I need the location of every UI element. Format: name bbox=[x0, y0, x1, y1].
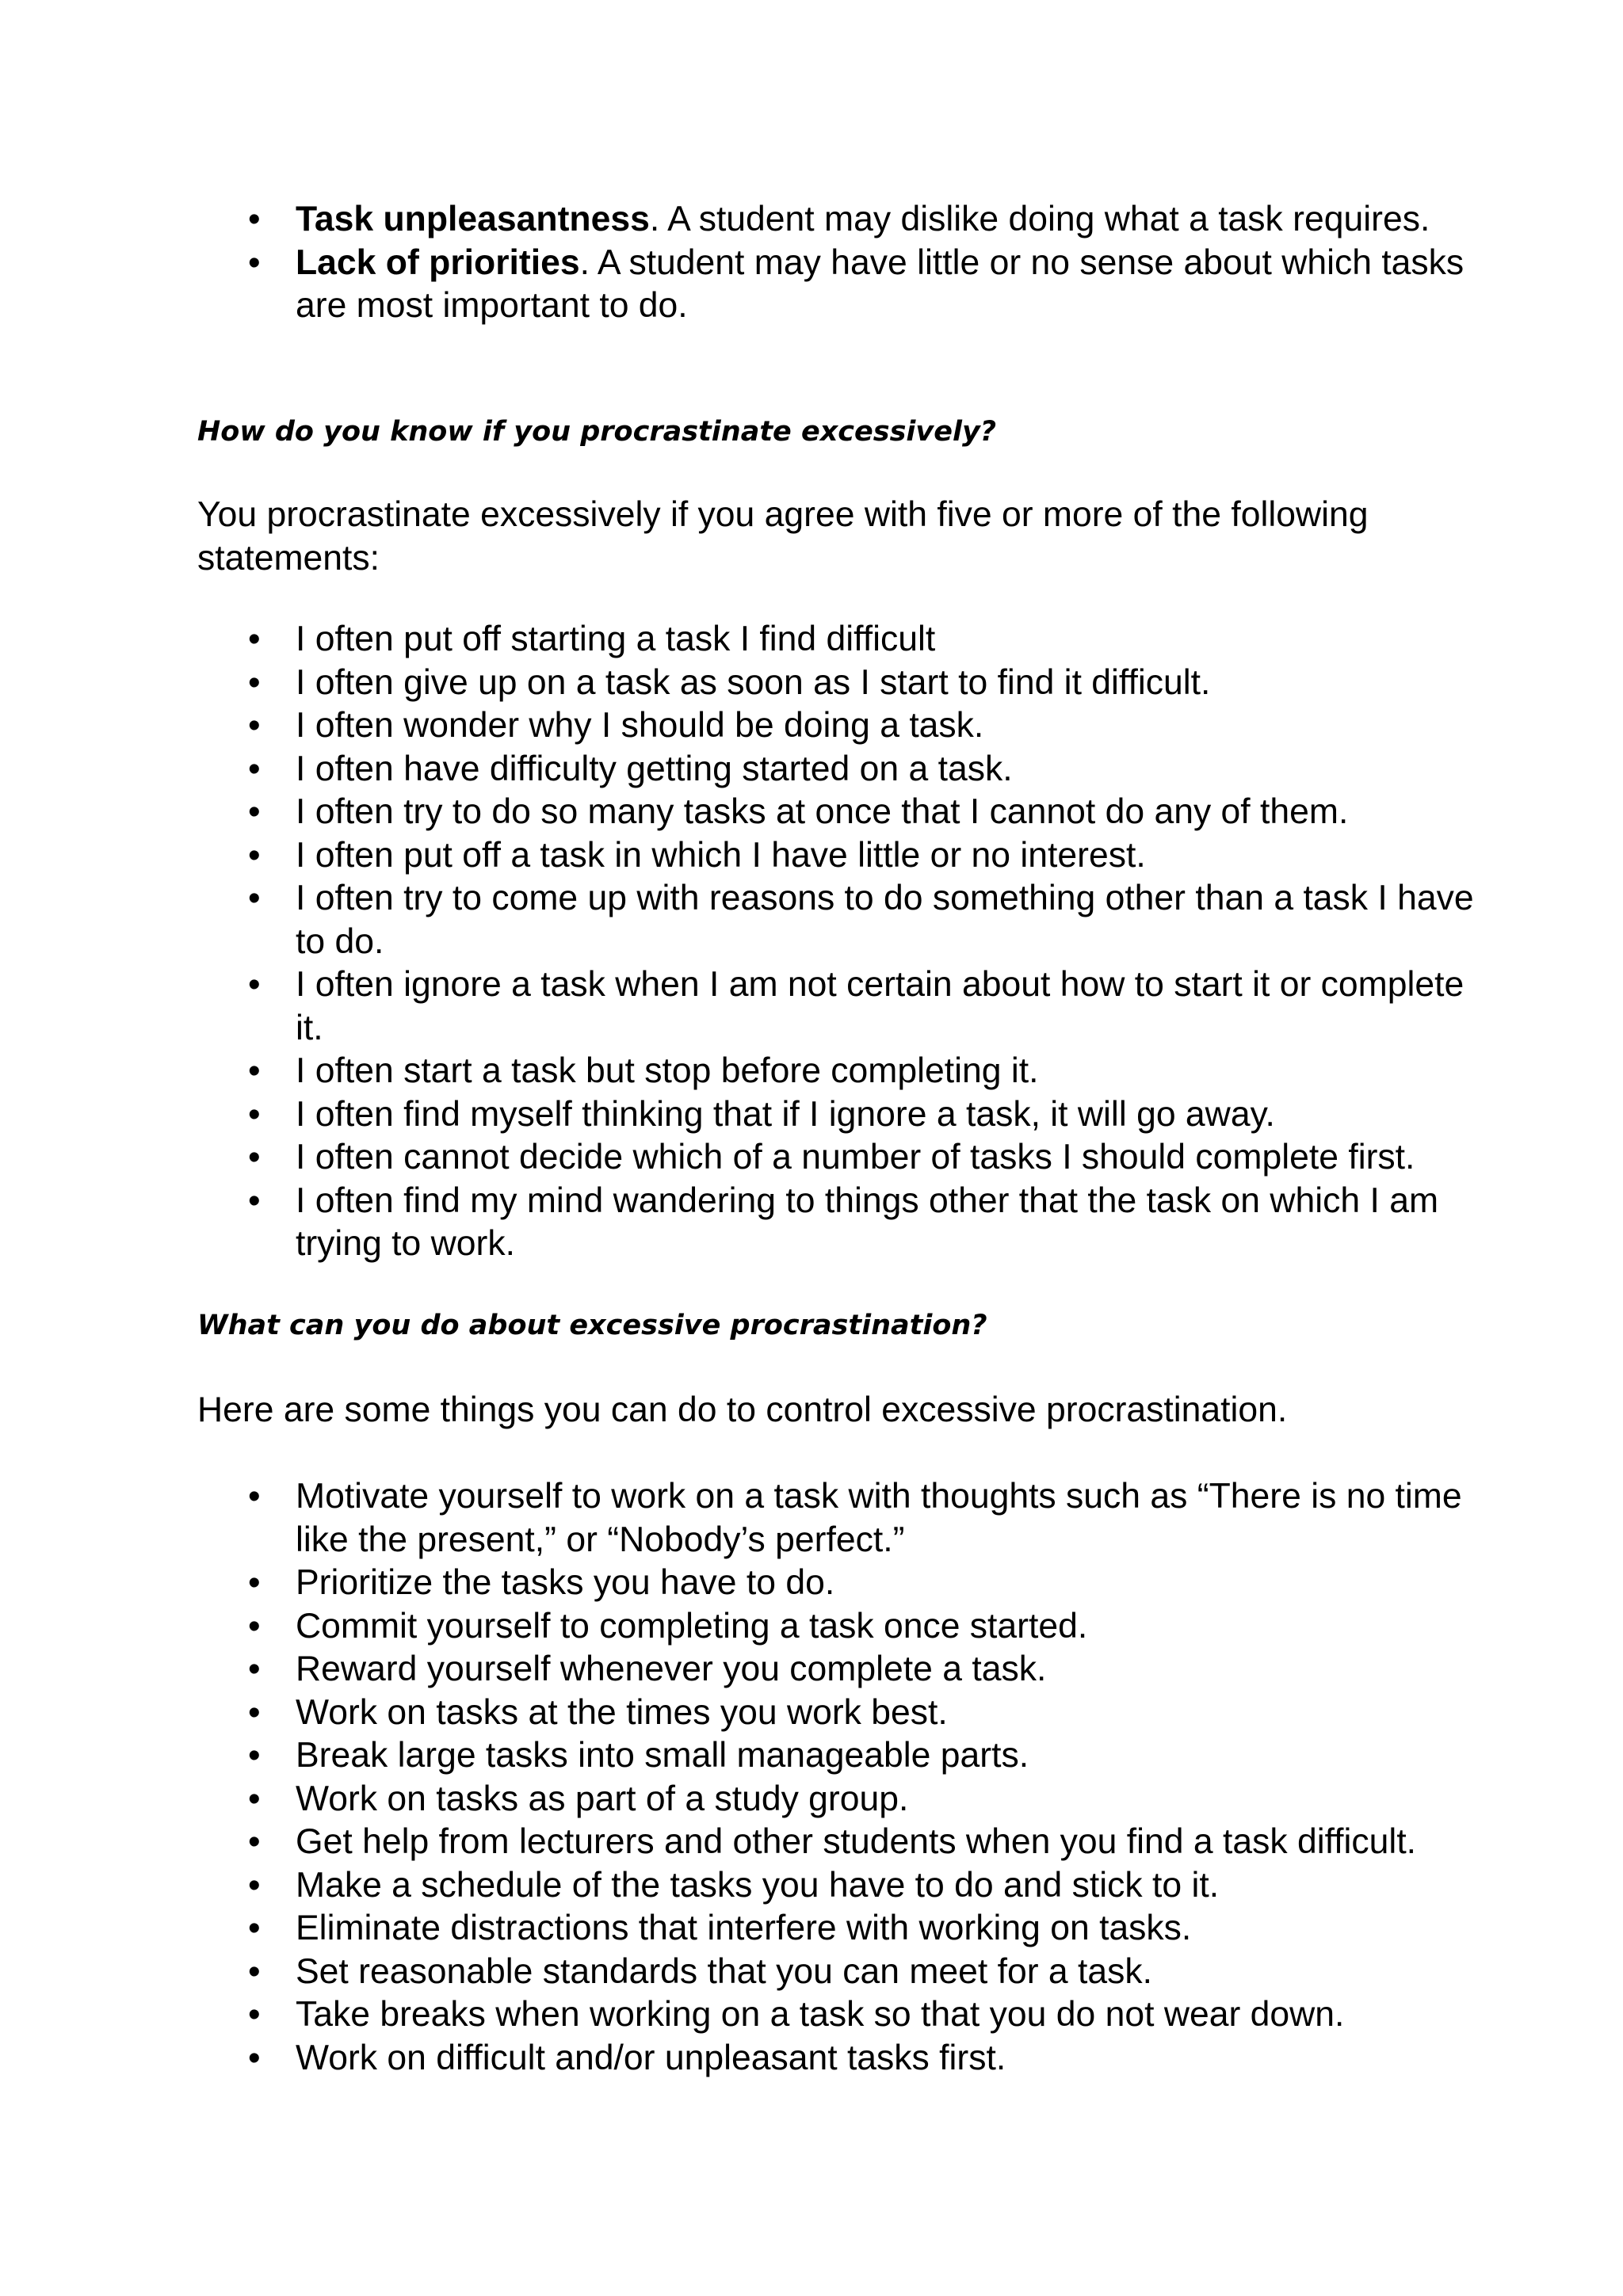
bullet-icon: • bbox=[248, 1477, 261, 1516]
tips-list bbox=[0, 1475, 1623, 2080]
bullet-icon: • bbox=[248, 1822, 261, 1861]
list-item-text: . A student may dislike doing what a task requires. bbox=[649, 200, 1430, 238]
list-item-text: I often put off a task in which I have little or no interest. bbox=[296, 835, 1146, 875]
list-item bbox=[0, 1050, 1484, 1093]
list-item bbox=[0, 1778, 1484, 1821]
list-item-text: Set reasonable standards that you can meet for a task. bbox=[296, 1951, 1152, 1991]
bullet-icon: • bbox=[248, 1995, 261, 2034]
list-item bbox=[0, 242, 1484, 328]
bullet-icon: • bbox=[248, 1692, 261, 1732]
bullet-icon: • bbox=[248, 835, 261, 875]
list-item-text: I often try to do so many tasks at once that I cannot do any of them. bbox=[296, 792, 1349, 831]
bullet-icon: • bbox=[248, 1606, 261, 1646]
list-item bbox=[0, 834, 1484, 878]
bullet-icon: • bbox=[248, 1051, 261, 1090]
list-item bbox=[0, 1951, 1484, 1994]
list-item-text: I often have difficulty getting started on a task. bbox=[296, 749, 1013, 788]
list-item bbox=[0, 791, 1484, 834]
bullet-icon: • bbox=[248, 662, 261, 702]
list-item-text: Make a schedule of the tasks you have to do and stick to it. bbox=[296, 1865, 1220, 1905]
list-item bbox=[0, 1475, 1484, 1562]
bullet-icon: • bbox=[248, 620, 261, 658]
bullet-icon: • bbox=[248, 2038, 261, 2077]
list-item-text: I often try to come up with reasons to do something other than a task I have to do. bbox=[296, 879, 1474, 961]
list-item bbox=[0, 877, 1484, 963]
list-item-text: I often cannot decide which of a number of tasks I should complete first. bbox=[296, 1138, 1415, 1177]
bullet-icon: • bbox=[248, 1909, 261, 1947]
bullet-icon: • bbox=[248, 242, 261, 282]
bullet-icon: • bbox=[248, 1736, 261, 1775]
bullet-icon: • bbox=[248, 1094, 261, 1134]
list-item-text: Work on difficult and/or unpleasant tasks first. bbox=[296, 2038, 1006, 2077]
section-intro: Here are some things you can do to control excessive procrastination. bbox=[197, 1390, 1288, 1429]
list-item bbox=[0, 963, 1484, 1050]
list-item-text: Commit yourself to completing a task once started. bbox=[296, 1606, 1088, 1646]
list-item-text: Take breaks when working on a task so that you do not wear down. bbox=[296, 1995, 1345, 2034]
list-item-text: . A student may have little or no sense about which tasks are most important to do. bbox=[296, 242, 1465, 325]
bullet-icon: • bbox=[248, 792, 261, 831]
list-item bbox=[0, 1907, 1484, 1951]
bullet-icon: • bbox=[248, 965, 261, 1004]
list-item-text: Work on tasks at the times you work best. bbox=[296, 1692, 948, 1732]
list-item bbox=[0, 1691, 1484, 1735]
top-bullet-list bbox=[0, 198, 1623, 328]
statements-list bbox=[0, 618, 1623, 1266]
list-item bbox=[0, 1093, 1484, 1137]
section-heading: What can you do about excessive procrastination? bbox=[197, 1310, 987, 1341]
list-item bbox=[0, 1136, 1484, 1180]
list-item bbox=[0, 618, 1484, 662]
list-item bbox=[0, 1864, 1484, 1908]
list-item bbox=[0, 1734, 1484, 1778]
list-item-text: I often put off starting a task I find difficult bbox=[296, 620, 936, 658]
bullet-icon: • bbox=[248, 706, 261, 745]
list-item-text: I often find my mind wandering to things other that the task on which I am trying to work. bbox=[296, 1180, 1439, 1263]
list-item bbox=[0, 1562, 1484, 1605]
list-item bbox=[0, 1180, 1484, 1266]
list-item-term: Lack of priorities bbox=[296, 242, 580, 282]
list-item-text: Eliminate distractions that interfere with working on tasks. bbox=[296, 1909, 1192, 1947]
statements-list-section bbox=[0, 618, 1623, 1266]
list-item bbox=[0, 662, 1484, 705]
list-item bbox=[0, 1605, 1484, 1649]
list-item-text: Prioritize the tasks you have to do. bbox=[296, 1563, 835, 1602]
top-bullet-list-section bbox=[0, 198, 1623, 328]
tips-list-section bbox=[0, 1475, 1623, 2080]
list-item-text: I often give up on a task as soon as I start to find it difficult. bbox=[296, 662, 1211, 702]
list-item bbox=[0, 198, 1484, 242]
list-item bbox=[0, 1648, 1484, 1691]
list-item-text: Reward yourself whenever you complete a task. bbox=[296, 1650, 1047, 1688]
bullet-icon: • bbox=[248, 1563, 261, 1602]
list-item-text: Work on tasks as part of a study group. bbox=[296, 1779, 909, 1818]
list-item bbox=[0, 748, 1484, 791]
list-item-term: Task unpleasantness bbox=[296, 200, 650, 238]
list-item bbox=[0, 704, 1484, 748]
list-item-text: I often wonder why I should be doing a task. bbox=[296, 706, 984, 745]
list-item-text: I often find myself thinking that if I ignore a task, it will go away. bbox=[296, 1094, 1275, 1134]
list-item-text: Break large tasks into small manageable parts. bbox=[296, 1736, 1029, 1775]
list-item-text: Get help from lecturers and other students when you find a task difficult. bbox=[296, 1822, 1417, 1861]
bullet-icon: • bbox=[248, 879, 261, 917]
list-item bbox=[0, 1993, 1484, 2037]
bullet-icon: • bbox=[248, 1865, 261, 1905]
bullet-icon: • bbox=[248, 1138, 261, 1177]
section-heading: How do you know if you procrastinate excessively? bbox=[197, 416, 997, 448]
list-item-text: Motivate yourself to work on a task with thoughts such as “There is no time like the present,” or “Nobody’s perfect.” bbox=[296, 1477, 1462, 1559]
list-item-text: I often ignore a task when I am not certain about how to start it or complete it. bbox=[296, 965, 1465, 1047]
list-item-text: I often start a task but stop before completing it. bbox=[296, 1051, 1039, 1090]
bullet-icon: • bbox=[248, 1779, 261, 1818]
bullet-icon: • bbox=[248, 1650, 261, 1688]
section-intro: You procrastinate excessively if you agree with five or more of the following statements: bbox=[197, 495, 1369, 578]
list-item bbox=[0, 2037, 1484, 2081]
bullet-icon: • bbox=[248, 1951, 261, 1991]
bullet-icon: • bbox=[248, 749, 261, 788]
bullet-icon: • bbox=[248, 200, 261, 238]
list-item bbox=[0, 1821, 1484, 1864]
bullet-icon: • bbox=[248, 1180, 261, 1220]
